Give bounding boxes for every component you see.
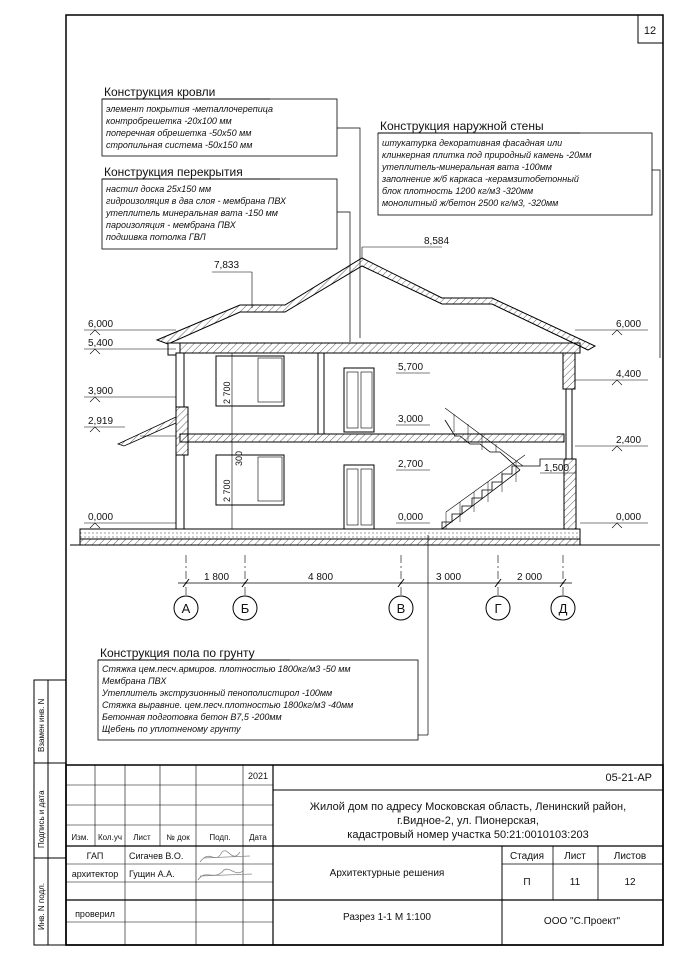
level-right-6000: 6,000 xyxy=(616,319,642,330)
side-stamp-inv: Инв. N подл. xyxy=(37,882,46,930)
roof-title: Конструкция кровли xyxy=(104,85,216,99)
stamp-sheets-header: Листов xyxy=(613,851,647,862)
stamp-col-header: Подп. xyxy=(209,833,231,842)
stamp-col-header: Кол.уч xyxy=(98,833,122,842)
dim-label: 4 800 xyxy=(308,572,334,583)
ground-line: Бетонная подготовка бетон В7,5 -200мм xyxy=(102,712,282,722)
stamp-code: 05-21-АР xyxy=(605,772,652,784)
title-block xyxy=(66,765,663,945)
stamp-object-line: кадастровый номер участка 50:21:0010103:203 xyxy=(347,829,589,841)
stamp-role: проверил xyxy=(75,909,115,919)
floor-title: Конструкция перекрытия xyxy=(104,165,243,179)
side-stamp-replace: Взамен инв. N xyxy=(37,698,46,752)
ground-construction-note xyxy=(98,646,418,740)
floor-line: настил доска 25x150 мм xyxy=(106,184,212,194)
level-ridge: 8,584 xyxy=(424,236,450,247)
axis-label: Б xyxy=(240,601,250,616)
axis-label: А xyxy=(181,601,191,616)
stamp-sheets: 12 xyxy=(624,877,636,888)
axis-label: В xyxy=(396,601,406,616)
stamp-company: ООО "С.Проект" xyxy=(543,916,621,927)
dim-label: 2 000 xyxy=(517,572,543,583)
sheet-number: 12 xyxy=(643,25,657,37)
level-roof-left: 7,833 xyxy=(214,260,240,271)
side-stamp xyxy=(34,680,66,945)
wall-line: утеплитель-минеральная вата -100мм xyxy=(382,162,552,172)
ground-title: Конструкция пола по грунту xyxy=(100,646,255,660)
dim-label: 3 000 xyxy=(436,572,462,583)
level-left-3900: 3,900 xyxy=(88,386,114,397)
side-stamp-sign: Подпись и дата xyxy=(37,790,46,848)
dim-label: 1 800 xyxy=(204,572,230,583)
signature xyxy=(198,869,252,880)
ground-line: Мембрана ПВХ xyxy=(102,676,167,686)
stamp-stage-header: Стадия xyxy=(509,851,545,862)
roof-line: элемент покрытия -металлочерепица xyxy=(106,104,273,114)
stamp-stage: П xyxy=(523,877,531,888)
stamp-section: Архитектурные решения xyxy=(329,868,445,879)
roof-line: контробрешетка -20x100 мм xyxy=(106,116,232,126)
level-right-4400: 4,400 xyxy=(616,369,642,380)
height-slab: 300 xyxy=(234,450,244,466)
wall-title: Конструкция наружной стены xyxy=(380,119,544,133)
axis-bubbles xyxy=(174,596,575,620)
level-right-0000: 0,000 xyxy=(616,512,642,523)
stamp-name: Гущин А.А. xyxy=(129,869,175,879)
level-right-1500: 1,500 xyxy=(544,463,570,474)
stamp-drawing: Разрез 1-1 М 1:100 xyxy=(342,912,432,923)
wall-line: заполнение ж/б каркаса -керамзитобетонный xyxy=(382,174,579,184)
level-right-2400: 2,400 xyxy=(616,435,642,446)
level-mid-3000: 3,000 xyxy=(398,414,424,425)
level-left-5400: 5,400 xyxy=(88,338,114,349)
level-mid-0000: 0,000 xyxy=(398,512,424,523)
ground-line: Щебень по уплотненому грунту xyxy=(102,724,241,734)
ground-line: Стяжка цем.песч.армиров. плотностью 1800кг/м3 -50 мм xyxy=(102,664,351,674)
roof-line: стропильная система -50x150 мм xyxy=(106,140,253,150)
stamp-object-line: Жилой дом по адресу Московская область, Ленинский район, xyxy=(309,801,627,813)
ground-line: Утеплитель экструзионный пенополистирол -100мм xyxy=(102,688,333,698)
level-left-6000: 6,000 xyxy=(88,319,114,330)
stamp-sheet: 11 xyxy=(569,877,581,888)
stamp-role: ГАП xyxy=(86,851,104,861)
axis-label: Г xyxy=(494,601,502,616)
stamp-sheet-header: Лист xyxy=(564,851,586,862)
stamp-role: архитектор xyxy=(71,869,119,879)
level-mid-2700: 2,700 xyxy=(398,459,424,470)
stamp-year: 2021 xyxy=(247,771,269,781)
floor-line: гидроизоляция в два слоя - мембрана ПВХ xyxy=(106,196,287,206)
level-mid-5700: 5,700 xyxy=(398,362,424,373)
height-upper: 2 700 xyxy=(222,381,232,404)
signature xyxy=(200,851,250,862)
stamp-col-header: № док xyxy=(166,833,190,842)
height-lower: 2 700 xyxy=(222,479,232,502)
wall-line: блок плотность 1200 кг/м3 -320мм xyxy=(382,186,534,196)
stamp-name: Сигачев В.О. xyxy=(129,851,184,861)
stamp-col-header: Дата xyxy=(249,833,267,842)
wall-line: клинкерная плитка под природный камень -20мм xyxy=(382,150,592,160)
stamp-col-header: Изм. xyxy=(71,833,89,842)
roof-line: поперечная обрешетка -50x50 мм xyxy=(106,128,252,138)
ground-line: Стяжка выравние. цем.песч.плотностью 1800кг/м3 -40мм xyxy=(102,700,354,710)
wall-line: штукатурка декоративная фасадная или xyxy=(382,138,563,148)
axis-label: Д xyxy=(558,601,568,616)
stamp-object-line: г.Видное-2, ул. Пионерская, xyxy=(397,815,539,827)
floor-line: утеплитель минеральная вата -150 мм xyxy=(106,208,278,218)
floor-line: пароизоляция - мембрана ПВХ xyxy=(106,220,236,230)
floor-line: подшивка потолка ГВЛ xyxy=(106,232,206,242)
level-left-0000: 0,000 xyxy=(88,512,114,523)
stamp-col-header: Лист xyxy=(133,833,151,842)
level-left-2919: 2,919 xyxy=(88,416,114,427)
wall-line: монолитный ж/бетон 2500 кг/м3, -320мм xyxy=(382,198,559,208)
